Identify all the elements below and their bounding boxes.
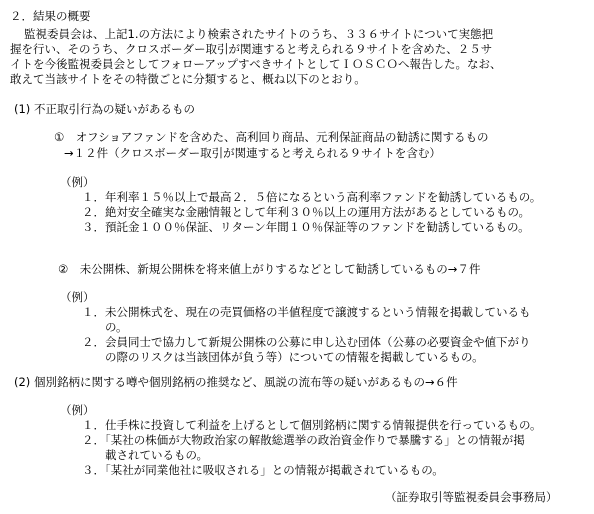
intro-line: イトを今後監視委員会としてフォローアップすべきサイトとしてＩＯＳＣＯへ報告した。なお、 <box>10 57 502 71</box>
example-label: （例） <box>60 290 95 304</box>
subsection-title: (2) 個別銘柄に関する噂や個別銘柄の推奨など、風説の流布等の疑いがあるもの→６件 <box>14 375 458 389</box>
example-line: の際のリスクは当該団体が負う等）についての情報を掲載しているもの。 <box>82 350 484 364</box>
example-line: ３．「某社が同業他社に吸収される」との情報が掲載されているもの。 <box>82 463 444 477</box>
example-line: １．未公開株式を、現在の売買価格の半値程度で譲渡するという情報を掲載しているも <box>82 305 531 319</box>
signature: （証券取引等監視委員会事務局） <box>385 490 558 504</box>
item-title: ① オフショアファンドを含めた、高利回り商品、元利保証商品の勧誘に関するもの <box>54 130 489 144</box>
example-line: ２．「某社の株価が大物政治家の解散総選挙の政治資金作りで暴騰する」との情報が掲 <box>82 433 525 447</box>
intro-line: 監視委員会は、上記1.の方法により検索されたサイトのうち、３３６サイトについて実態把 <box>24 27 494 41</box>
section-heading: ２．結果の概要 <box>10 9 91 23</box>
example-line: 載されているもの。 <box>82 448 209 462</box>
example-line: ３．預託金１００％保証、リターン年間１０％保証等のファンドを勧誘しているもの。 <box>82 220 530 234</box>
example-line: １．仕手株に投資して利益を上げるとして個別銘柄に関する情報提供を行っているもの。 <box>82 418 542 432</box>
example-line: １．年利率１５％以上で最高２．５倍になるという高利率ファンドを勧誘しているもの。 <box>82 190 542 204</box>
example-line: の。 <box>82 320 128 334</box>
intro-line: 敢えて当該サイトをその特徴ごとに分類すると、概ね以下のとおり。 <box>10 72 366 86</box>
intro-line: 握を行い、そのうち、クロスボーダー取引が関連すると考えられる９サイトを含めた、２５サ <box>10 42 493 56</box>
example-label: （例） <box>60 175 95 189</box>
example-line: ２．会員同士で協力して新規公開株の公募に申し込む団体（公募の必要資金や値下がり <box>82 335 531 349</box>
example-line: ２．絶対安全確実な金融情報として年利３０％以上の運用方法があるとしているもの。 <box>82 205 531 219</box>
item-title: ② 未公開株、新規公開株を将来値上がりするなどとして勧誘しているもの→７件 <box>58 262 481 276</box>
example-label: （例） <box>60 403 95 417</box>
item-result: →１２件（クロスボーダー取引が関連すると考えられる９サイトを含む） <box>64 146 441 160</box>
subsection-title: (1) 不正取引行為の疑いがあるもの <box>14 102 195 116</box>
